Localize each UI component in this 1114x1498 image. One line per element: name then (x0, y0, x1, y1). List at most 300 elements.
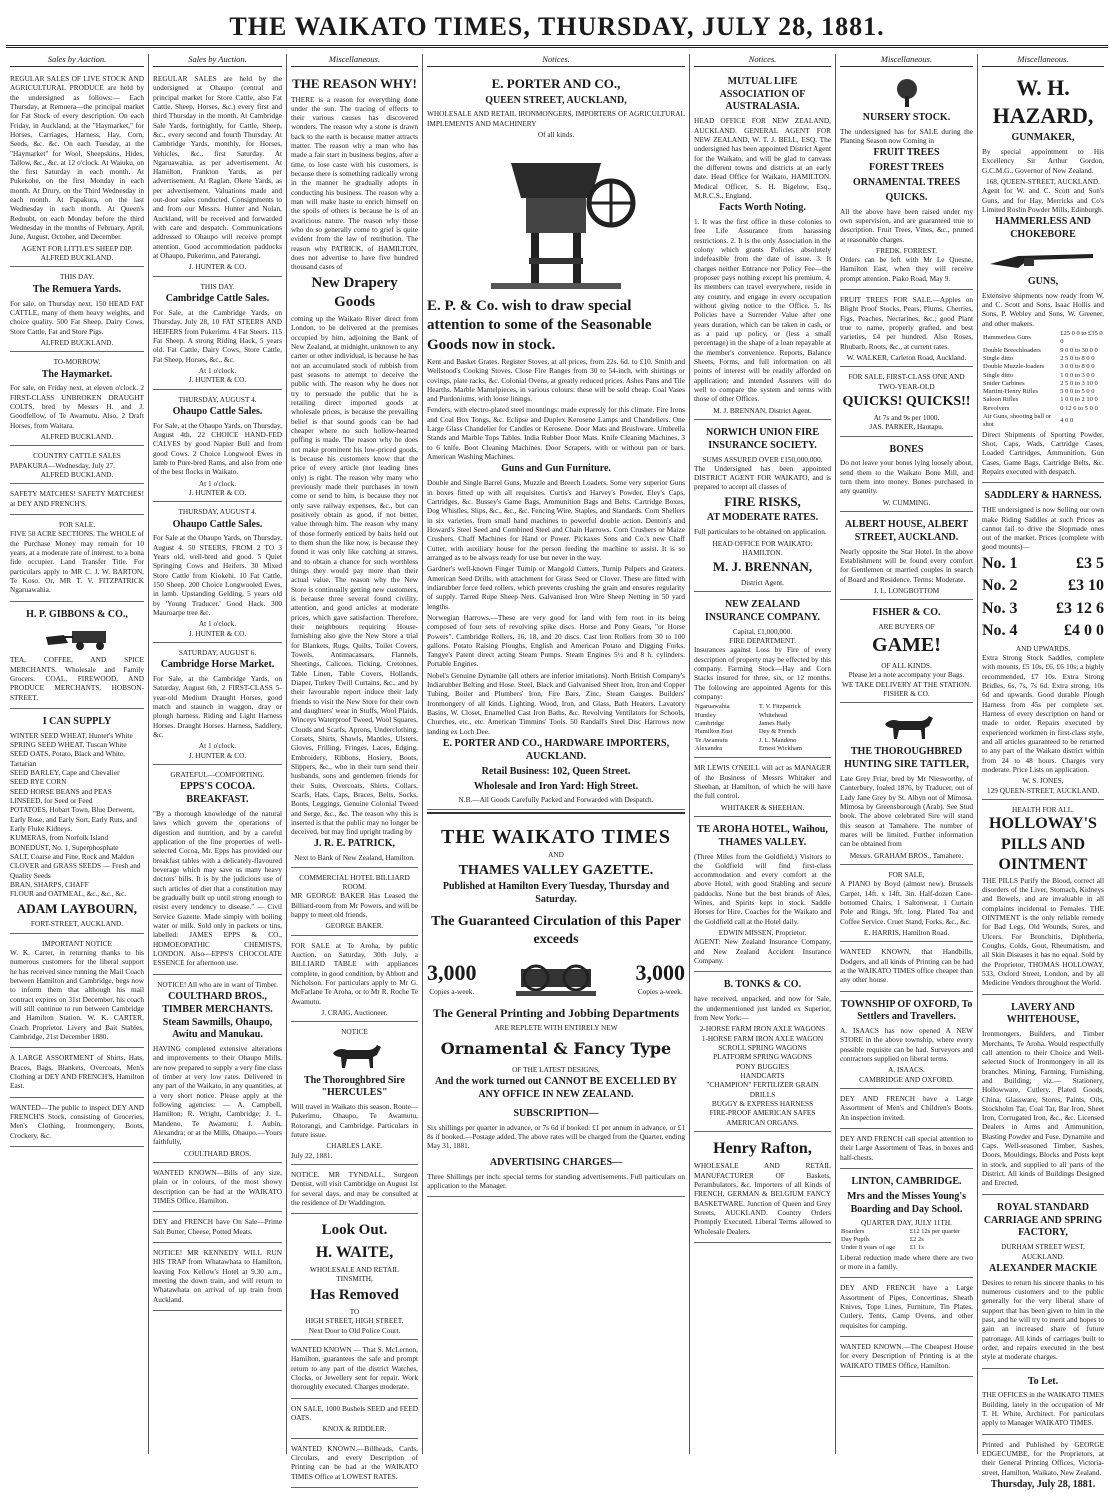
table-cell: Ernest Wickham (758, 744, 802, 752)
ad-text: OF THE LATEST DESIGNS, (512, 1065, 600, 1075)
dey-french-ad (10, 1050, 144, 1097)
saddle-price-row (982, 599, 1104, 619)
corn-crusher-illustration (427, 143, 685, 293)
ad-signature: J. R. E. PATRICK, (313, 838, 396, 850)
table-row (982, 330, 1104, 347)
porter-ad (427, 71, 685, 810)
section-header: Sales by Auction. (10, 54, 144, 67)
ohaupo-cattle-ad (153, 392, 282, 503)
table-cell: Air Guns, shooting ball or shot (983, 413, 1052, 429)
quicks-sale-ad (840, 369, 973, 436)
ad-heading: Ohaupo Cattle Sales. (172, 518, 263, 530)
ad-signature: ALFRED BUCKLAND. (40, 337, 114, 347)
watch-repair-ad (291, 1342, 418, 1399)
saddle-number: No. 1 (982, 554, 1018, 572)
nursery-ad (840, 71, 973, 290)
printing-press-illustration (511, 955, 601, 1000)
ad-heading: W. H. HAZARD, (992, 74, 1094, 129)
horse-market-ad (153, 645, 282, 765)
ad-text: 1. It was the first office in these colonies to free Life Assurance from harassing restrictions. 2. It is the only Association in the colony which grants Policies absolutely indefeasible from the date of issue. 3. It charges neither Entrance nor Policy Fee—the proposer pays nothing except his premium. 4. Its members can travel everywhere, reside in any country, and engage in every occupation without giving notice to the Office. 5. Its Policies have a Surrender Value after one years duration, which can be taken in cash, or as a paid up policy, or (less a small percentage) in the shape of a loan repayable at the member's convenience. Reports, Balance Sheets, Forms, and full information on all points of interest will be readily afforded on application; and intended Assurers will do well to compare the system and terms with those of other Offices. (694, 217, 831, 404)
linton-school-ad (840, 1171, 973, 1278)
section-header: Miscellaneous. (982, 54, 1104, 67)
ad-text: A. ISAACS has now opened A NEW STORE in the above township, where every possible requisite can be had. Surveyors and contractors supplied on liberal terms. (840, 1026, 973, 1064)
ad-text: coming up the Waikato River direct from London, to be delivered at the premises occupied by him, adjoining the Bank of New Zealand, at midnight, unknown to any carter or other individual, is because he has not an accumulated stock of rubbish from past seasons to attempt to deceive the public with. The reason why he does not try to persuade the public that he is retailing direct imported goods at wholesale prices, is because the prevailing belief is that sound goods can be had cheaper where no such hollow-hearted puffing is made. The reason why he does not make prominent his low-priced goods, is because his customers know that the price of every article (not leading lines only) is right. The reason why many who previously made their purchases in town come or send to him, is because they not only save railway expenses, &c., but can positively obtain as good, if not better, value through him. The reason why many of those formerly enticed by baits held out to them shun the like now, is because they found it was only like catching at straws, and to obtain a chance for such worthless things they would pay more than their actual value. The reason why the New Store is continually getting new customers, is because three several found civility, attention, and good articles at moderate prices, which gave satisfaction. Therefore, their neighbours requiring House-furnishing also give the New Store a trial for Blankets, Rugs, Quilts, Toilet Covers, Towels, Antimacassars, Flannels, Sheetings, Calicoes, Ticking, Cretonnes, Table Linen, Table Covers, Hollands, Diaper, Turkey Twill Curtains, &c., and by their favourable report induce their lady friends to visit the New Store for their own and daughters' wear in Stuffs, Wool Plaids, Winceys Waterproof Tweed, Wool Squares, Clouds and Scarfs, Aprons, Underclothing, Corsets, Shirts, Shawls, Mantles, Ulsters, Gloves, Frilling, Fringes, Laces, Edging, Embroidery, Ribbons, Hosiery, Boots, Slippers, &c., who in their turn send their husbands, sons and gentlemen friends for their Suits, Overcoats, Shirts, Collars, Scarfs, Hats, Caps, Braces, Belts, Socks, Boots, Leggings, Genuine Colonial Tweed and Serge, &c., &c. The reason why this is inserted is that the public may no longer be deceived, but may find upright trading by (291, 314, 418, 837)
table-row (982, 380, 1104, 388)
ad-signature: E. HARRIS, Hamilton Road. (863, 927, 950, 937)
ad-text: Six shillings per quarter in advance, or 7s 6d if booked: £1 per annum in advance, or £1 8s if booked.—Postage added. The above rates will be charged from the Quarter, ending May 31, 1881. (427, 1122, 685, 1151)
ad-heading: Has Removed (310, 1286, 399, 1303)
ad-text: A LARGE ASSORTMENT of Shirts, Hats, Braces, Bags, Blankets, Overcoats, Men's Clothing at DEY AND FRENCH'S, Hamilton East. (10, 1053, 144, 1091)
ad-signature: J. HUNTER & CO. (188, 262, 247, 272)
ad-signature: GEORGE BAKER. (325, 921, 384, 931)
column-1 (6, 54, 149, 1454)
ad-heading: HOLLOWAY'S PILLS AND OINTMENT (989, 815, 1097, 874)
ad-text: WE TAKE DELIVERY AT THE STATION. (841, 679, 972, 689)
ad-heading: QUICKS. (885, 191, 928, 203)
table-cell: Double Breechloaders (983, 346, 1041, 354)
cambridge-cattle-ad (153, 279, 282, 390)
ad-text: And the work turned out CANNOT BE EXCELLED BY ANY OFFICE IN NEW ZEALAND. (434, 1076, 678, 1101)
column-2 (149, 54, 287, 1454)
ad-heading: The Guaranteed Circulation of this Paper exceeds (431, 914, 681, 947)
ad-heading: H. WAITE, (315, 1243, 394, 1261)
stock-item: FIRE-PROOF AMERICAN SAFES (709, 1108, 816, 1118)
ad-text: AGENT: New Zealand Insurance Company, and New Zealand Accident Insurance Company. (694, 937, 831, 966)
gibbons-ad (10, 604, 144, 709)
ad-text: Extensive shipments now ready from W. and C. Scott and Sons, Isaac Hollis and Sons, P. Webley and Sons, W. Greener, and other makers. (982, 290, 1104, 328)
table-cell: Snider Carbines (983, 379, 1025, 387)
ad-text: HEAD OFFICE FOR WAIKATO: HAMILTON. (712, 538, 813, 557)
ad-heading: EPPS'S COCOA. BREAKFAST. (179, 781, 255, 806)
te-aroha-hotel-ad (694, 819, 831, 973)
ad-heading: HEALTH FOR ALL. (1012, 804, 1074, 814)
table-row (982, 396, 1104, 404)
ad-text: For Sale, at the Cambridge Yards, on Saturday, August 6th, 2 FIRST-CLASS 5-year-old Medium Draught Horses, good match and staunch in waggon, dray or plough harness. Riding and Light Harness Horses. Draught Horses. Harness, Saddlery, &c. (153, 674, 282, 740)
ad-text: TO (349, 1306, 360, 1316)
ad-text: N.B.—All Goods Carefully Packed and Forwarded with Despatch. (458, 795, 654, 805)
ad-date: THIS DAY. (200, 281, 235, 291)
ad-text: DEY AND FRENCH have a Large Assortment of Men's and Children's Boots. An inspection invited. (840, 1094, 973, 1122)
lavery-ad (982, 997, 1104, 1195)
handbills-ad (840, 944, 973, 991)
table-cell: Cambridge (695, 720, 724, 728)
circulation-number: 3,000 (427, 959, 477, 985)
table-row (840, 1244, 973, 1252)
table-row (694, 728, 831, 736)
table-cell: 5 0 0 to 5 0 0 (1060, 388, 1095, 396)
gun-price-table (982, 330, 1104, 430)
ad-heading: FOR SALE, FIRST-CLASS ONE AND TWO-YEAR-OLD (848, 372, 965, 391)
table-cell: 2 5 0 to 8 0 0 (1060, 354, 1095, 362)
ad-heading: ORNAMENTAL TREES (852, 176, 961, 188)
saddle-number: No. 3 (982, 599, 1018, 617)
billiard-room-ad (291, 870, 418, 936)
table-cell: Huntley (695, 711, 716, 719)
ad-text: OF ALL KINDS. (881, 661, 932, 671)
ad-heading: LAVERY AND WHITEHOUSE, (1006, 1001, 1080, 1026)
ad-text: ARE BUYERS OF (878, 622, 935, 632)
ad-signature: ADAM LAYBOURN, (16, 900, 138, 916)
ad-text: For Sale, at the Ohaupo Yards, on Thursday, August 4th, 22 CHOICE HAND-FED CALVES by good Napier Bull and from good Cows. 2 Choice Longwool Ewes in lamb to Pure-bred Rams, and also from one of the best flocks in Waikato. (153, 420, 282, 477)
stock-item: "CHAMPION" FERTILIZER GRAIN DRILLS (706, 1080, 819, 1099)
bills-wanted-ad (153, 1165, 282, 1212)
ad-signature: Messrs. GRAHAM BROS., Tamahere. (849, 850, 964, 860)
ad-text: Norwegian Harrows.—These are very good for land with fern root in its being composed of four sets of revolving spike discs. Horse and Pony Gears, "or Horse Powers". Cambridge Rollers, 16, 18, and 20 discs. Cast Iron Rollers from 30 to 100 gallons. Potato Raising Ploughs, English and American Potato and Digging Forks. Tangye's Patent direct acting Steam Pumps. Steam Engines 5½ and 8 h. cylinders. Portable Engines. (427, 612, 685, 669)
ad-text: Capital, £1,000,000. (732, 626, 793, 636)
ad-text: Fenders, with electro-plated steel mountings: made expressly for this climate. Fire Irons and Coal Box Tongs, &c. Eclipse and Duplex Kerosene Lamps and Chandeliers. One Large Glass Chandelier for Candles or Kerosene. Door Mats and Brushware. Umbrella Stands and Marble Tops Tables. India Rubber Door Mats. Knife Cleaning Machines, 3 to 6 knife. Boot Cleaning Machines. Door Scrapers, with or without pan or bars. American Washing Machines. (427, 405, 685, 462)
saddle-price: £3 5 (1076, 554, 1104, 572)
supply-item: POTATOES, Hobart Town, Blue Derwent, Early Rose, and Early Sort, Early Ruts, and Early Fluke Kidneys. (10, 805, 137, 834)
haymarket-ad (10, 354, 144, 446)
table-row (982, 388, 1104, 396)
column-6 (836, 54, 978, 1454)
table-row (982, 405, 1104, 413)
column-5 (690, 54, 836, 1454)
ad-heading: Cambridge Horse Market. (160, 659, 275, 671)
ad-text: The Undersigned has been appointed DISTRICT AGENT FOR WAIKATO, and is prepared to accept all classes of (694, 463, 831, 492)
ad-text: Desires to return his sincere thanks to his numerous customers and to the public generally for the very liberal share of support that has been given to him in the past, and he will try to merit and hopes to gain an increased share of future patronage. All kinds of carriages built to order, and repairs executed in the best style at moderate charges. (982, 1277, 1104, 1362)
table-cell: Revolvers (983, 404, 1010, 412)
ad-date: THURSDAY, AUGUST 4. (178, 394, 257, 404)
saddle-price-row (982, 576, 1104, 596)
ad-text: AND (548, 850, 564, 860)
ad-text: REGULAR SALES are held by the undersigned at Ohaupo (central and principal market for Store Cattle, also Fat Cattle, Sheep, Horses, &c.) every first and third Thursday in the month. At Cambridge Sale Yards, fortnightly, for Cattle, Sheep, &c., every second and fourth Thursday. At Cambridge Yards, monthly, for Horses, Vehicles, &c., first Saturday. At Ngaruawahia, as per advertisement. At Hamilton, Frankton Yards, as per advertisement. At Raglan, Okete Yards, as per advertisement. Valuations made and out-door sales conducted. Consignments to and from our Messrs. Hunter and Nolan, Auckland, will be received and forwarded with care and despatch. Communications addressed to Ohaupo will receive prompt attention. Good accommodation paddocks at Ohaupo, Pukerimu, and Paterangi. (153, 73, 282, 261)
ad-text: CAMBRIDGE AND OXFORD. (859, 1074, 954, 1084)
ad-text: All the above have been raised under my own supervision, and are guaranteed true to description. Fruit Trees, Vines, &c., pruned at reasonable charges. (840, 206, 973, 244)
ad-heading: The General Printing and Jobbing Departments (432, 1005, 680, 1020)
ad-address: 168, QUEEN-STREET, AUCKLAND. (986, 176, 1100, 186)
ad-text: Of all kinds. (537, 129, 575, 139)
ad-heading: Ohaupo Cattle Sales. (172, 405, 263, 417)
ad-heading: E. PORTER AND CO., HARDWARE IMPORTERS, AUCKLAND. (442, 738, 670, 762)
supply-item: CLOVER and GRASS SEEDS — Fresh and Quality Seeds (10, 861, 141, 880)
ad-text: For sale, on Thursday next, 150 HEAD FAT CATTLE, many of them heavy weights, and choice quality. 500 Fat Sheep. Dairy Cows, Store Cattle, Fat and Store Pigs. (10, 298, 144, 336)
ad-heading: GRATEFUL—COMFORTING. (170, 770, 265, 780)
ad-date: July 22, 1881. (291, 1150, 333, 1160)
ad-heading: BONES (889, 443, 924, 455)
ad-text: WANTED KNOWN—Bills of any size, plain or in colours, of the most showy description can be had at the WAIKATO TIMES Office, Hamilton. (153, 1168, 282, 1206)
ad-heading: Look Out. (321, 1222, 388, 1239)
ad-text: HIGH STREET, HIGH STREET, (305, 1316, 404, 1326)
ad-heading: THE THOROUGHBRED HUNTING SIRE TATTLER, (844, 746, 969, 771)
ad-text: SAFETY MATCHES! SAFETY MATCHES! at DEY AND FRENCH'S. (10, 489, 144, 508)
hunter-sales-ad (153, 71, 282, 277)
table-cell: Te Awamutu (695, 736, 728, 744)
ad-heading: GUNMAKER, (1011, 132, 1075, 144)
table-row (982, 363, 1104, 371)
ad-heading: The Remuera Yards. (32, 283, 122, 295)
ad-text: (Three Miles from the Goldfield.) Visitors to the Goldfield will find first-class accommodation and every comfort at the above Hotel, with good Stabling and secure paddocks. None but the best brands of Ales, Wines, and Spirits kept in stock. Saddle Horses for Hire. Coaches for the Waikato and the Goldfield call at the Hotel daily. (694, 851, 831, 926)
ad-text: Orders can be left with Mr Le Quesne, Hamilton East, when they will receive prompt attention. Piako Road, May 9. (840, 255, 973, 283)
ad-signature: ALFRED BUCKLAND. (40, 431, 114, 441)
ad-text: Nearly opposite the Star Hotel. In the above Establishment will be found every comfort for Gentlemen or married couples in search of Board and Residence. Terms: Moderate. (840, 546, 973, 584)
ad-time: At 1 o'clock. (198, 619, 237, 629)
ad-signature: CHARLES LAKE. (326, 1141, 383, 1151)
ad-text: THE PILLS Purify the Blood, correct all disorders of the Liver, Stomach, Kidneys and Bowels, and are invaluable in all complaints incidental to Females. THE OINTMENT is the only reliable remedy for Bad Legs, Old Wounds, Sores, and Ulcers. For Bronchitis, Diphtheria, Coughs, Colds, Gout, Rheumatism, and all Skin Diseases it has no equal. Sold by the Proprietor, THOMAS HOLLOWAY, 533, Oxford Street, London, and by all Medicine Vendors throughout the World. (982, 875, 1104, 988)
ad-signature: J. HUNTER & CO. (188, 628, 247, 638)
waite-tinsmith-ad (291, 1216, 418, 1339)
circulation-label: Copies a-week. (429, 986, 475, 996)
table-cell: £2 2s (909, 1236, 924, 1244)
tonks-ad (694, 974, 831, 1131)
ad-heading: FISHER & CO. (872, 607, 941, 619)
ad-heading: QUEEN STREET, AUCKLAND, (485, 94, 627, 106)
ad-heading: ROYAL STANDARD CARRIAGE AND SPRING FACTORY, (983, 1201, 1103, 1239)
ad-heading: NOTICE (341, 1027, 368, 1037)
ad-text: WANTED KNOWN, that Handbills, Dodgers, and all kinds of Printing can be had at the WAIKATO TIMES office cheaper than any other house. (840, 947, 973, 985)
ad-text: THE undersigned is now Selling our own make Riding Saddles at such Prices as cannot fail to drive the Slopmade ones out of the market. Prices (complete with good mounts)— (982, 505, 1104, 552)
table-cell: Saloon Rifles (983, 396, 1019, 404)
ad-text: MR GEORGE BAKER Has Leased the Billiard-room from Mr Powers, and will be happy to meet old friends. (291, 891, 418, 919)
table-cell: £12 12s per quarter (909, 1227, 961, 1235)
saddle-price-row (982, 621, 1104, 641)
ad-signature: W. S. JONES, (1022, 776, 1064, 786)
ad-heading: Guns and Gun Furniture. (501, 463, 611, 475)
table-cell: 1 0 0 to 3 0 0 (1060, 371, 1095, 379)
table-cell: Ngaruawahia (695, 703, 730, 711)
table-cell: Boarders (841, 1227, 865, 1235)
rafton-ad (694, 1134, 831, 1243)
ad-heading: B. TONKS & CO. (723, 979, 802, 991)
table-cell: T. V. Fitzpatrick (758, 703, 801, 711)
ad-text: Nobel's Genuine Dynamite (all others are inferior imitations). North British Company's Indiarubber Belting and Hose. Steel, Black and Galvanised Sheet Iron, Iron and Copper Tubing, Boiler and Plumbers' Iron, Fire Bars, Zinc, Steam Gauges. Builders' Ironmongery of all kinds. Lighting. Wood, Iron, and Glass, Bath Heaters. Lavatory Basins, W. Closet, Enamelled Cast Iron Baths, &c. Revolving Ventilators for Schools, Churches, etc., etc. American Timmins' Tools. 50 Randall's Steel Disc Harrows now landing ex Loch Dee. (427, 670, 685, 736)
stock-item: SCROLL SPRING WAGONS (718, 1042, 807, 1052)
gun-illustration (982, 246, 1104, 272)
ad-time: At 1 o'clock. (198, 741, 237, 751)
ad-signature: ALFRED BUCKLAND. (40, 253, 114, 263)
table-cell: 1 0 0 to 2 10 0 (1060, 396, 1098, 404)
ad-signature: EDWIN MISSEN, Proprietor. (718, 928, 807, 938)
ad-heading: H. P. GIBBONS & CO., (26, 608, 128, 620)
table-cell: Hamilton East (695, 728, 733, 736)
carriage-factory-ad (982, 1197, 1104, 1369)
table-cell: 4 0 0 (1060, 417, 1074, 425)
ad-signature: ALFRED BUCKLAND. (40, 469, 114, 479)
ad-text: Next Door to Old Police Court. (308, 1325, 401, 1335)
ad-address: 129 QUEEN-STREET, AUCKLAND. (986, 785, 1100, 795)
ad-signature: KNOX & RIDDLER. (322, 1424, 387, 1434)
ad-heading: NEW ZEALAND INSURANCE COMPANY. (704, 599, 820, 623)
ad-signature: J. CRAIG, Auctioneer. (321, 1007, 388, 1017)
ad-text: ARE REPLETE WITH ENTIRELY NEW (494, 1023, 618, 1033)
ad-signature: J. HUNTER & CO. (188, 750, 247, 760)
ad-text: have received, unpacked, and now for Sale, the undermentioned just landed ex Superior, from New York:— (694, 994, 831, 1022)
printing-wanted-ad (291, 1441, 418, 1488)
ad-heading: FIRE RISKS, (724, 493, 801, 509)
ad-heading: COULTHARD BROS., TIMBER MERCHANTS. Steam Sawmills, Ohaupo, Awitu and Manukau. (162, 990, 273, 1041)
ad-signature: M. J. BRENNAN, (712, 559, 813, 575)
ad-heading: SUBSCRIPTION— (513, 1107, 599, 1119)
horse-illustration (840, 712, 973, 742)
table-cell: 9 0 0 to 30 0 0 (1060, 346, 1098, 354)
ad-text: REGULAR SALES OF LIVE STOCK AND AGRICULTURAL PRODUCE are held by the undersigned as follows:— Each Thursday, at Remuera—the principal market for Fat Stock of every description. On each Friday, in Auckland, at the "Haymarket," for Horses, Carriages, Harness, Hay, Corn, Seeds, &c. &c. On each Tuesday, at the "Haymarket" for Wool, Sheepskins, Hides, Tallow, &c., &c. at 12 o'clock. At Waiuku, on the first Saturday in each month. At Pukekohe, on the first Monday in each month. At Drury, on the Third Wednesday in each month. At Papakura, on the last Wednesday in each month. At Queen's Redoubt, on each Monday before the third Wednesday in the months of February, April, June, August, October, and December. (10, 73, 144, 242)
table-row (694, 720, 831, 728)
dentist-notice (291, 1167, 418, 1214)
waikato-times-ad (427, 812, 685, 1198)
saddle-price: £3 12 6 (1056, 599, 1104, 617)
ad-text: FOR SALE at Te Aroha, by public Auction, on Saturday, 30th July, a BILLIARD TABLE with appliances complete, in good condition, by Abbott and Nicholson. For particulars apply to Mr G. McFarlane Te Aroha, or to Mr R. Roche Te Awamutu. (291, 940, 418, 1006)
supply-item: FLOUR and OATMEAL, &c., &c., &c. (10, 889, 127, 899)
mutual-life-ad (694, 71, 831, 420)
ad-heading: SADDLERY & HARNESS. (984, 490, 1102, 502)
table-cell: Martini-Henry Rifles (983, 388, 1039, 396)
table-row (982, 347, 1104, 355)
ad-text: ON SALE, 1000 Bushels SEED and FEED OATS. (291, 1403, 418, 1422)
game-buyers-ad (840, 602, 973, 703)
table-row (840, 1228, 973, 1236)
ad-heading: Henry Rafton, (713, 1139, 812, 1157)
supply-item: KUMERAS, from Norfolk Island (10, 833, 109, 843)
ad-heading: NOTICE! All who are in want of Timber. (157, 979, 278, 989)
ad-text: Will travel in Waikato this season. Route—Pukerimu, Ohaupo, Te Awamutu, Rotorangi, and Cambridge. Particulars in future issue. (291, 1102, 418, 1140)
ad-heading: GUNS, (1027, 275, 1059, 287)
table-cell: Single ditto (983, 371, 1014, 379)
ad-text: At 7s and 9s per 1000. (873, 413, 940, 422)
paper-title: THE WAIKATO TIMES (440, 825, 672, 848)
ad-heading: MUTUAL LIFE ASSOCIATION OF AUSTRALASIA. (719, 75, 806, 113)
tree-illustration (840, 78, 973, 108)
ad-text: QUARTER DAY, JULY 11TH. (861, 1218, 952, 1228)
hercules-sire-ad (291, 1024, 418, 1165)
ad-heading: The Haymarket. (41, 368, 113, 380)
circulation-row (427, 955, 685, 1000)
ad-text: PAPAKURA—Wednesday, July 27. (10, 460, 116, 470)
ad-text: Direct Shipments of Sporting Powder, Shot, Caps, Wads, Cartridge Cases, Loaded Cartridges, Ammunition, Gun Cases, Game Bags, Cartridge Belts, &c. Repairs executed with despatch. (982, 429, 1104, 477)
ad-heading: COUNTRY CATTLE SALES (33, 451, 121, 461)
saddle-price-row (982, 554, 1104, 574)
ad-heading: Ornamental & Fancy Type (440, 1038, 672, 1058)
ad-text: NOTICE! MR KENNEDY WILL RUN HIS TRAP from Whatawhata to Hamilton, leaving Fox Kellow's Hotel at 9.30 a.m., meeting the down train, and will return to Whatawhata on arrival of up train from Auckland. (153, 1248, 282, 1304)
ad-heading: New Drapery Goods (311, 274, 398, 310)
ad-signature: FISHER & CO. (883, 689, 930, 699)
table-cell: 2 5 0 to 3 10 0 (1060, 379, 1098, 387)
ad-text: Published at Hamilton Every Tuesday, Thursday and Saturday. (442, 881, 670, 906)
supply-item: SEED BARLEY, Cape and Chevalier (10, 768, 120, 778)
section-header: Notices. (427, 54, 685, 67)
section-header: Notices. (694, 54, 831, 67)
column-4 (423, 54, 690, 1454)
circulation-left (427, 959, 477, 996)
table-cell: Single ditto (983, 354, 1014, 362)
ad-text: TEA, COFFEE, AND SPICE MERCHANTS. Wholesale and Family Grocers. COAL, FIREWOOD, AND PRODUCE MERCHANTS. HOBSON-STREET. (10, 655, 144, 702)
land-sale-ad (10, 517, 144, 602)
fees-table (840, 1228, 973, 1253)
ohaupo-cattle-ad-2 (153, 504, 282, 643)
ad-heading: ALBERT HOUSE, ALBERT STREET, AUCKLAND. (844, 519, 969, 543)
ad-text: THERE is a reason for everything done under the sun. The tracing of effects to their various causes has discovered wonders. The reason why a stone is drawn back to the earth is because matter attracts matter. The reason why a man who has made a fair start in business begins, after a time, to lose caste with his customers, is because there is something radically wrong in the manner he gradually adopts in conducting his business. The reason why a man will make haste to enrich himself on the spoils of others is because he is of an avaricious nature. The reason why those who do so generally come to grief is quite evident from the law of retribution. The reason why PATRICK, of HAMILTON, does not advertise to have five hundred thousand cases of (291, 94, 418, 272)
ad-signature: J. HUNTER & CO. (188, 487, 247, 497)
oneill-ad (694, 760, 831, 817)
column-7 (978, 54, 1108, 1490)
table-cell: Under 8 years of age (841, 1244, 896, 1252)
ad-text: WANTED KNOWN.—The Cheapest House for every Description of Printing is at the WAIKATO TIMES Office, Hamilton. (840, 1342, 973, 1370)
buckland-sales-ad (10, 71, 144, 268)
ad-signature: M. J. BRENNAN, District Agent. (713, 405, 812, 415)
saddle-number: No. 2 (982, 577, 1018, 595)
kennedy-trap-ad (153, 1245, 282, 1311)
table-row (982, 372, 1104, 380)
ad-text: THE OFFICES in the WAIKATO TIMES Building, lately in the occupation of Mr T. H. White, Architect. For particulars apply to Manager WAIKATO TIMES. (982, 1390, 1104, 1428)
ad-heading: FIRE DEPARTMENT. (729, 636, 796, 646)
ad-date: THURSDAY, AUGUST 4. (178, 507, 257, 517)
stock-item: HANDCARTS (740, 1070, 785, 1080)
ad-heading: The Thoroughbred Sire "HERCULES" (304, 1074, 405, 1099)
columns (6, 54, 1108, 1490)
ad-heading: TE AROHA HOTEL, Waihou, THAMES VALLEY. (697, 823, 828, 848)
table-cell: 0 12 6 to 5 0 0 (1060, 404, 1098, 412)
ad-text: Gardner's well-known Finger Turnip or Mangold Cutters, Turnip Pulpers and Graters. American Seed Drills, with attachment for Grass Seed or Clover. These are fitted with indiarubber force feed rollers, which prevents crushing the grain and ensures regularity of supply. Tarred Rope Sheep Nets. Galvanised Iron Wire Sheep Netting in 50 yard lengths. (427, 564, 685, 611)
ad-text: Retail Business: 102, Queen Street. (481, 765, 631, 777)
ad-text: FIVE 50 ACRE SECTIONS. The WHOLE of the Purchase Money may remain for 10 years, at a moderate rate of interest, to a bona fide occupier. Land Transfer Title. For particulars apply to MR C. J. W. BARTON, Te Koso. Or, MR T. V. FITZPATRICK Ngaruawahia. (10, 529, 144, 595)
holloway-ad (982, 802, 1104, 995)
stock-item: AMERICAN ORGANS. (726, 1117, 799, 1127)
ad-text: Ironmongers, Builders, and Timber Merchants, Te Aroha. Would respectfully call attention to their Choice and Well-selected Stock of Ironmongery in all its branches. Mining, Farming, Furnishing, and Building; viz.— Stationery, Hollowware, Cutlery, Plated Goods, China, Glassware, Stores, Paints, Oils, Stockholm Tar, Coal Tar, Bar Iron, Sheet Iron, Corrugated Iron, &c., &c. Licensed Dealers in Arms and Ammunition, Blasting Powder and Fuse. Dynamite and Caps. Well-seasoned Timber, Sashes, Doors, Mouldings, Blocks and Posts kept in stock, and supplied to all parts of the District. All kinds of Buildings Designed and Erected. (982, 1029, 1104, 1188)
ad-heading: I CAN SUPPLY (42, 716, 112, 727)
ad-text: DEY AND FRENCH call special attention to their Large Assortment of Teas, in boxes and half-chests. (840, 1134, 973, 1162)
dey-french-wanted (10, 1100, 144, 1147)
ad-text: MR LEWIS O'NEILL will act as MANAGER of the Business of Messrs Whitaker and Sheehan, at Hamilton, of which he will have the full control. (694, 763, 831, 801)
ad-text: For Sale, at the Cambridge Yards, on Thursday, July 28, 10 FAT STEERS AND HEIFERS from Pukerimu. 4 Fat Steers. 115 Fat Sheep. A strong Riding Hack, 5 years old. Fat Cattle, Dairy Cows, Store Cattle, Fat Sheep, Horses, &c., &c. (153, 307, 282, 364)
saddle-price: £3 10 (1068, 577, 1104, 595)
ad-text: By special appointment to His Excellency Sir Arthur Gordon, G.C.M.G., Governor of New Zealand. (982, 146, 1104, 175)
ad-text: Agent for W. and C. Scott and Son's Guns, and for Hay, Merricks and Co's Limited Roslin Powder Mills, Edinburgh. (982, 186, 1104, 214)
table-cell: James Haily (758, 720, 791, 728)
stock-item: PLATFORM SPRING WAGONS (713, 1052, 812, 1062)
ad-heading: NURSERY STOCK. (862, 111, 951, 123)
ad-heading: THE REASON WHY! (292, 75, 417, 91)
ad-text: WANTED KNOWN — That S. McLernon, Hamilton, guarantees the safe and prompt return to any part of the district Watches, Clocks, or Jewellery sent for repair. Work thoroughly executed. Charges moderate. (291, 1344, 418, 1392)
ad-signature: J. HUNTER & CO. (188, 375, 247, 385)
albert-house-ad (840, 514, 973, 600)
table-cell: Hammerless Guns (983, 334, 1031, 342)
ad-heading: QUICKS! QUICKS!! (842, 394, 971, 410)
ad-date: SATURDAY, AUGUST 6. (178, 648, 257, 657)
ad-signature: W. CUMMING. (882, 497, 931, 507)
ad-date: THIS DAY. (59, 272, 95, 282)
ad-text: Insurances against Loss by Fire of every description of property may be effected by this company. Farming Stock—Hay and Corn Stacks insured for three, six, or 12 months. The following are appointed Agents for this company: (694, 645, 831, 702)
ad-text: AND UPWARDS. (1015, 643, 1071, 653)
piano-sale-ad (840, 867, 973, 942)
ad-heading: FRUIT TREES (873, 147, 940, 159)
ad-heading: IMPORTANT NOTICE (42, 938, 112, 948)
ad-time: At 1 o'clock. (198, 365, 237, 375)
section-header: Miscellaneous. (291, 54, 418, 67)
ad-text: Do not leave your bones lying loosely about, send them to the Waikato Bone Mill, and turn them into money. Bones purchased in any quantity. (840, 458, 973, 496)
stock-item: 1-HORSE FARM IRON AXLE WAGON (701, 1033, 824, 1043)
ad-heading: To Let. (1027, 1375, 1059, 1387)
ad-time: At 1 o'clock. (198, 478, 237, 488)
ad-signature: JAS. PARKER, Hautapu. (869, 422, 944, 432)
ad-heading: AT MODERATE RATES. (706, 512, 819, 524)
ad-text: Full particulars to be obtained on application. (694, 527, 827, 537)
ad-text: District Agent. (741, 577, 784, 587)
ad-text: DEY and FRENCH have On Sale—Prime Salt Butter, Cheese, Potted Meats. (153, 1217, 282, 1236)
ad-text: FRUIT TREES FOR SALE.—Apples on Blight Proof Stocks, Pears, Plums, Cherries, Figs, Peaches, Nectarines, &c.; good Plant true to name, properly grafted, and best varieties, £4 per hundred. Also Roses, Rhubarb, Roots, &c., at current rates. (840, 295, 973, 351)
ad-text: Late Grey Friar, bred by Mr Niesworthy, of Canterbury, foaled 1876, by Traducer, out of Lady Jane Grey by St. Albyn out of Mimosa. Mimosa by Greensborough (Arab). See Stud book. The above celebrated Sire will stand this season at Tamahere. The number of mares will be limited. Further information can be obtained from (840, 773, 973, 849)
supply-item: WINTER SEED WHEAT, Hunter's White (10, 730, 133, 740)
ad-heading: E. P. & Co. wish to draw special attention to some of the Seasonable Goods now in stock. (427, 298, 652, 353)
supply-item: BRAN, SHARPS, CHAFF (10, 880, 89, 890)
ad-heading: ADVERTISING CHARGES— (489, 1156, 623, 1168)
seed-supply-ad (10, 711, 144, 934)
section-header: Sales by Auction. (153, 54, 282, 67)
ad-heading: HAMMERLESS AND CHOKEBORE (995, 216, 1091, 241)
dey-boots-ad (840, 1091, 973, 1129)
table-cell: Day Pupils (841, 1236, 870, 1244)
saddle-number: No. 4 (982, 622, 1018, 640)
ad-heading: TOWNSHIP OF OXFORD, To Settlers and Travellers. (840, 998, 973, 1023)
imprint-date: Thursday, July 28, 1881. (990, 1479, 1096, 1490)
